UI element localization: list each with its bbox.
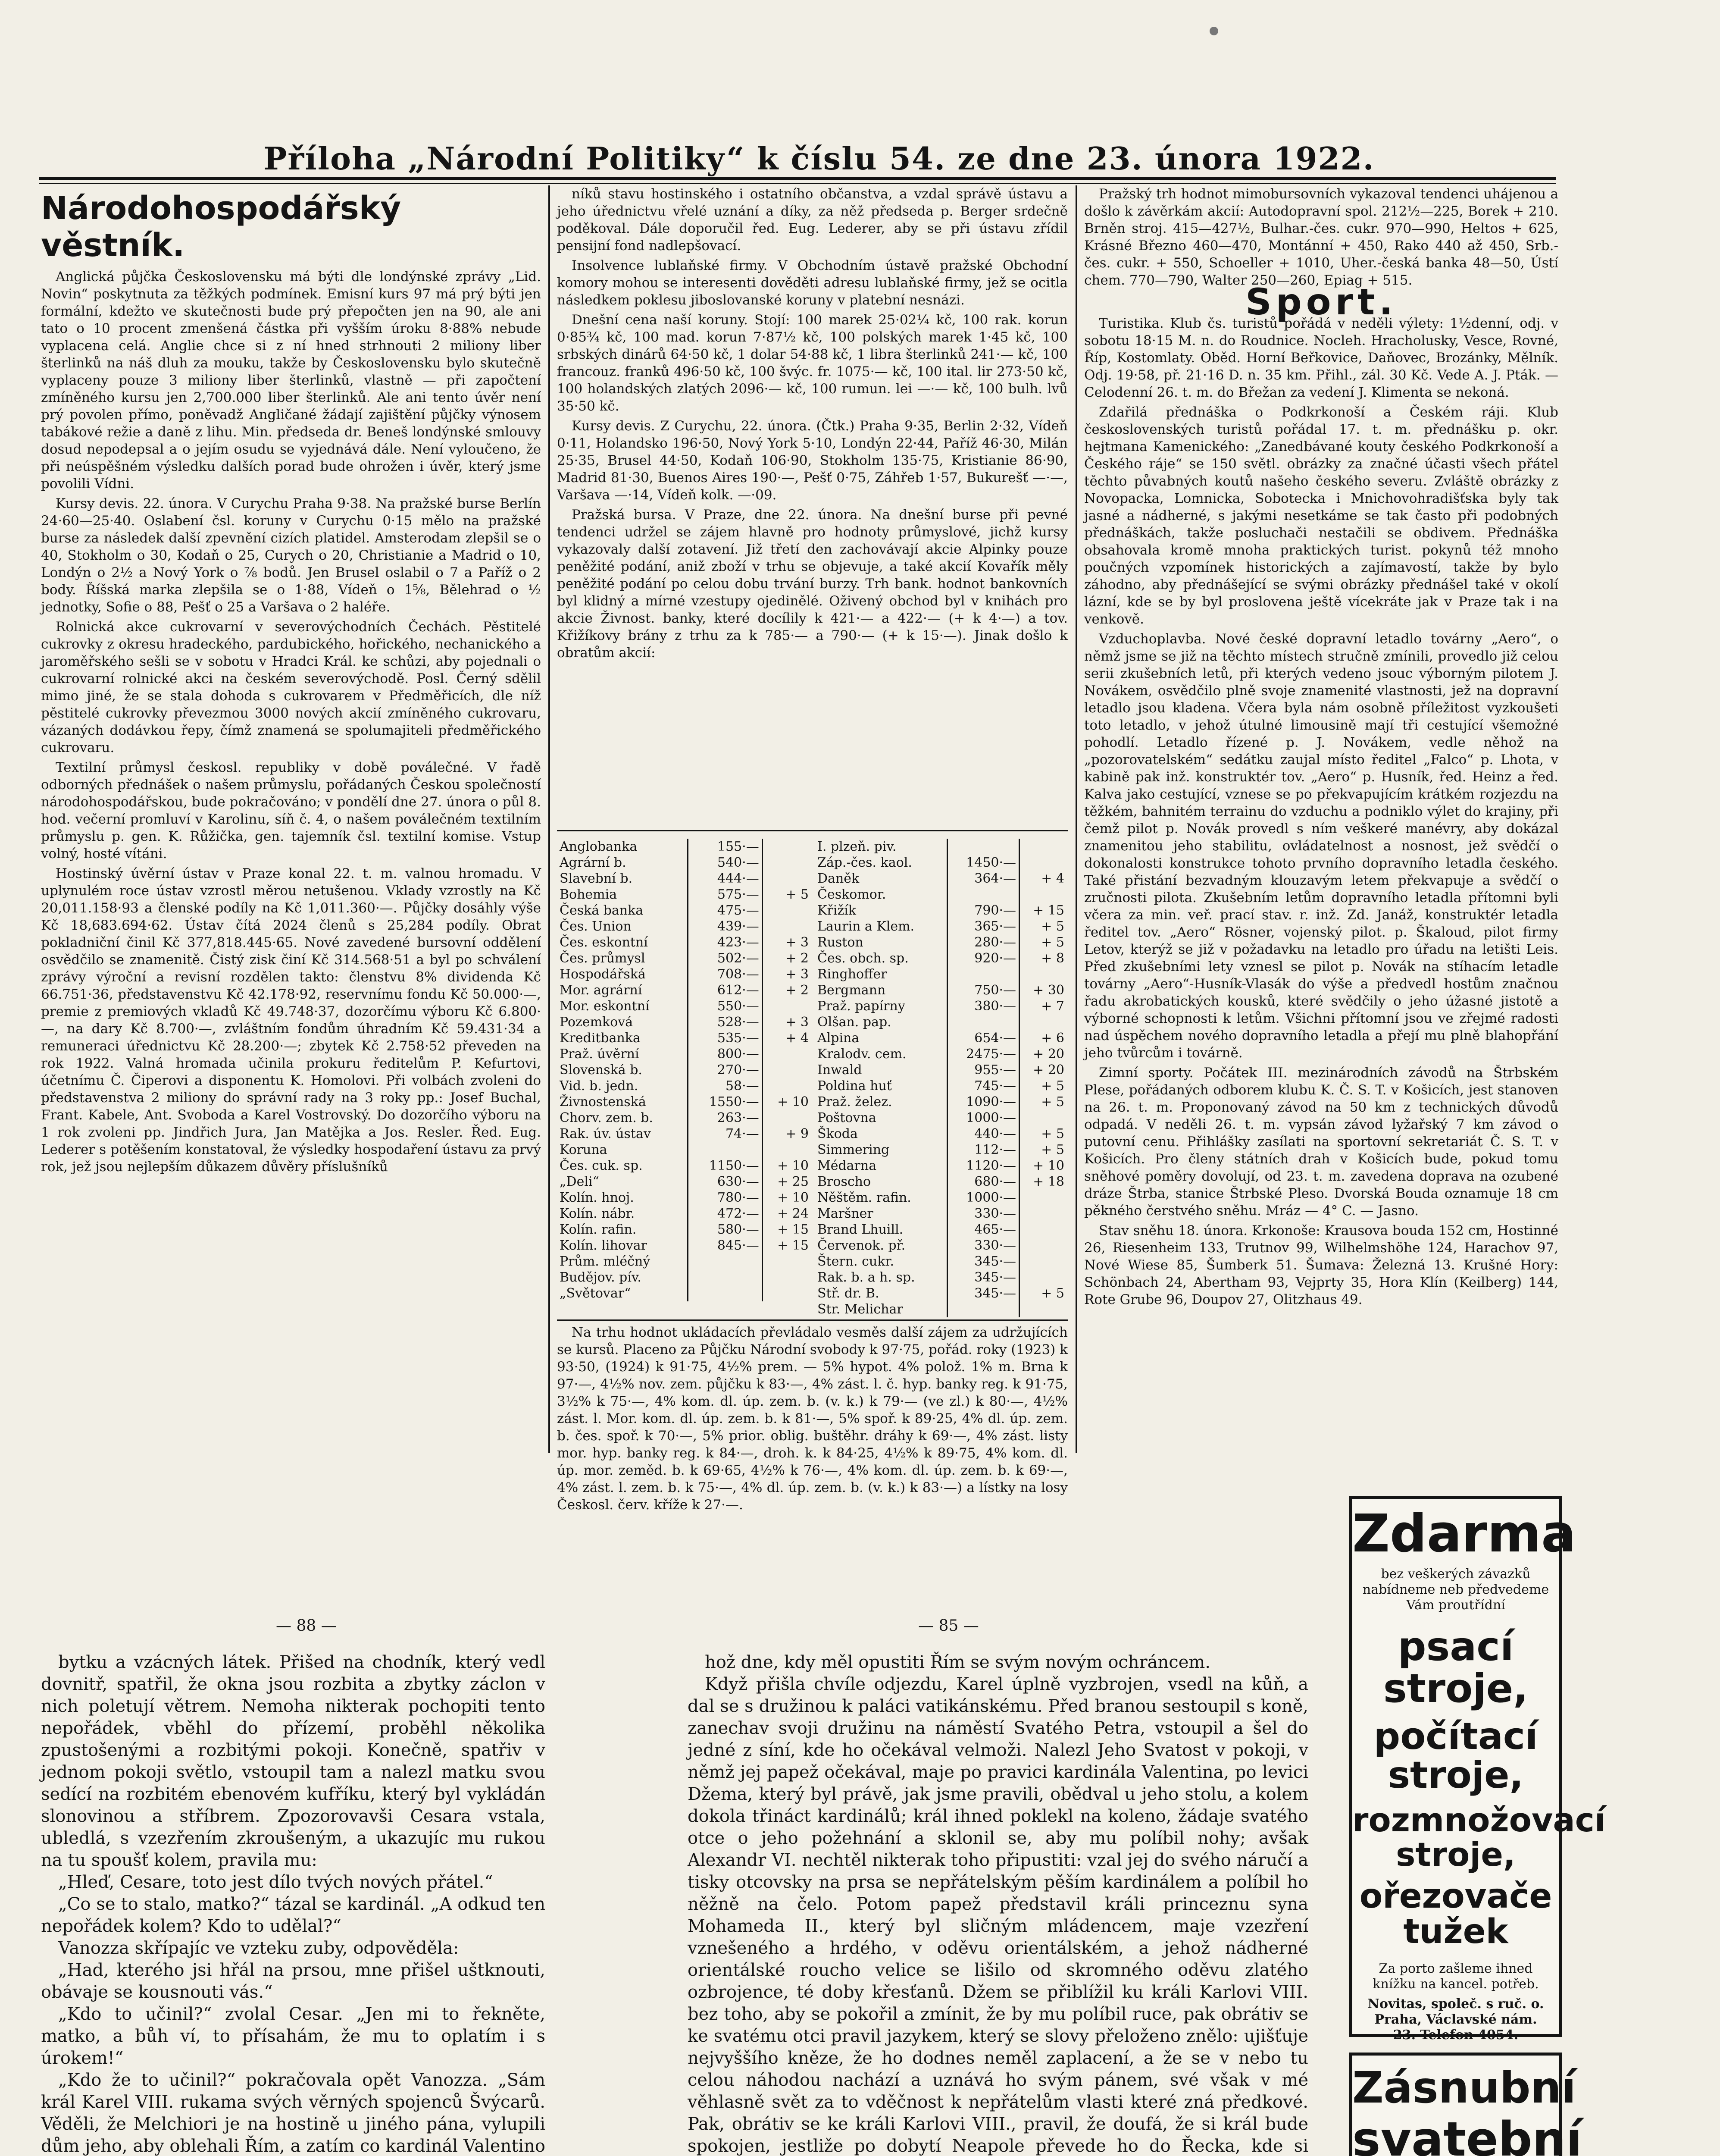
stock-name: Koruna <box>560 1142 607 1157</box>
column-divider <box>548 185 550 1453</box>
stock-table-left <box>557 839 811 1301</box>
table-row <box>557 1190 811 1206</box>
table-row <box>815 950 1067 966</box>
stock-change: + 9 <box>762 1126 811 1142</box>
stock-change: + 20 <box>1019 1062 1067 1078</box>
stock-name: Čes. Union <box>560 919 632 934</box>
ad-item: psací stroje, <box>1383 1623 1529 1711</box>
table-row <box>557 871 811 887</box>
stock-name: Kralodv. cem. <box>817 1047 907 1062</box>
stock-name: Chorv. zem. b. <box>560 1110 653 1125</box>
stock-price <box>947 887 1019 903</box>
stock-price: 155·— <box>688 839 762 855</box>
stock-name: Médarna <box>817 1158 877 1173</box>
table-row <box>815 1174 1067 1190</box>
stock-change: + 5 <box>1019 1285 1067 1301</box>
stock-name: „Světovar“ <box>560 1286 631 1301</box>
stock-change: + 5 <box>1019 934 1067 950</box>
stock-name: Daněk <box>817 871 860 886</box>
table-row <box>815 934 1067 950</box>
table-row <box>557 1222 811 1238</box>
table-row <box>557 934 811 950</box>
novel-paragraph: Když přišla chvíle odjezdu, Karel úplně vyzbrojen, vsedl na kůň, a dal se s družinou k paláci vatikánskému. Před branou sestoupil s koně, zanechav svoji družinu na náměstí Svatého Petra, vstoupil a šel do jedné z síní, kde ho očekával velmoži. Nalezl Jeho Svatost v pokoji, v němž jej papež očekával, maje po pravici kardinála Valentina, po levici Džema, který byl právě, jak jsme pravili, obědval u jeho stolu, a kolem dokola třináct kardinálů; král ihned poklekl na koleno, žádaje svatého otce o jeho požehnání a sklonil se, aby mu políbil nohy; avšak Alexandr VI. nechtěl nikterak toho připustiti: vzal jej do svého náručí a tisky otcovsky na prsa se nepřátelským pěším kardinálem a políbil ho něžně na čelo. Potom papež představil králi princeznu syna Mohameda II., který byl sličným mládencem, maje vzezření vznešeného a hrdého, v oděvu orientálském, a jehož nádherné orientálské roucho velice se lišilo od skromného oděvu zlatého ozbrojence, té doby křesťanů. Džem se přiblížil ku králi Karlovi VIII. bez toho, aby se pokořil a zmínit, že by mu políbil ruce, pak obrátiv se ke svatému otci pravil jazykem, který se slovy přeloženo znělo: ujišťuje nejvyššího kněze, že ho dodnes neměl zaplacení, a že se v nebo tu celou náhodou nachází a uznává ho svým pánem, své však v mé věhlasně svět za to vděčnost k nepřátelům vlasti které zná předkové. Pak, obrátiv se ke králi Karlovi VIII., pravil, že doufá, že si král bude spokojen, jestliže po dobytí Neapole převede ho do Řecka, kde si <box>688 1674 1308 2156</box>
stock-change: + 3 <box>762 934 811 950</box>
table-row <box>557 982 811 998</box>
table-row <box>815 1062 1067 1078</box>
table-row <box>557 1014 811 1030</box>
stock-change: + 5 <box>762 887 811 903</box>
table-rule-top <box>557 830 1068 831</box>
stock-name: Maršner <box>817 1206 873 1221</box>
stock-name: Škoda <box>817 1126 858 1141</box>
stock-price <box>688 1253 762 1269</box>
stock-name: Česká banka <box>560 903 644 918</box>
stock-name: I. plzeň. piv. <box>817 839 897 854</box>
article-paragraph: níků stavu hostinského i ostatního občanstva, a vzdal správě ústavu a jeho úřednictvu vřelé uznání a díky, za něž předseda p. Berger srdečně poděkoval. Dále doporučil řed. Eug. Lederer, aby se při ústavu zřídil pensijní fond nadlepšovací. <box>557 186 1068 254</box>
stock-price: 263·— <box>688 1110 762 1126</box>
stock-name: Křižík <box>817 903 856 918</box>
stock-price: 472·— <box>688 1206 762 1222</box>
stock-change: + 10 <box>1019 1158 1067 1174</box>
stock-price <box>947 966 1019 982</box>
stock-price: 2475·— <box>947 1046 1019 1062</box>
ad-item: počítací stroje, <box>1373 1715 1538 1797</box>
stock-price: 630·— <box>688 1174 762 1190</box>
stock-name: Kolín. lihovar <box>560 1238 647 1253</box>
stock-price: 535·— <box>688 1030 762 1046</box>
novel-paragraph: „Co se to stalo, matko?“ tázal se kardinál. „A odkud ten nepořádek kolem? Kdo to udělal?“ <box>41 1894 545 1936</box>
stock-price: 364·— <box>947 871 1019 887</box>
stock-change <box>762 1253 811 1269</box>
stock-change <box>762 871 811 887</box>
table-row <box>557 1174 811 1190</box>
article-paragraph: Pražský trh hodnot mimobursovních vykazoval tendenci uhájenou a došlo k závěrkám akcií: Autodopravní spol. 212½—225, Borek + 210. Brněn stroj. 415—427½, Bulhar.-čes. cukr. 970—990, Heltos + 625, Krásné Březno 460—470, Montánní + 450, Rako 440 až 450, Srb.-čes. cukr. + 550, Schoeller + 1010, Uher.-česká banka 48—50, Ústí chem. 770—790, Walter 250—260, Epiag + 515. <box>1084 186 1558 288</box>
stock-price: 1090·— <box>947 1094 1019 1110</box>
page-header: Příloha „Národní Politiky“ k číslu 54. ze dne 23. února 1922. <box>263 140 1375 177</box>
stock-change <box>762 998 811 1014</box>
stock-price: 540·— <box>688 855 762 871</box>
stock-price <box>688 1142 762 1158</box>
table-row <box>815 1301 1067 1317</box>
novel-paragraph: Vanozza skřípajíc ve vzteku zuby, odpověděla: <box>58 1938 459 1958</box>
stock-price: 680·— <box>947 1174 1019 1190</box>
stock-change: + 5 <box>1019 1142 1067 1158</box>
stock-change <box>762 1046 811 1062</box>
stock-name: Stř. dr. B. <box>817 1286 879 1301</box>
article-paragraph: Kursy devis. 22. února. V Curychu Praha 9·38. Na pražské burse Berlín 24·60—25·40. Oslabení čsl. koruny v Curychu 0·15 mělo na pražské burse za následek další zpevnění cizích platidel. Amsterodam zlepšil se o 40, Stokholm o 30, Kodaň o 25, Curych o 20, Christianie a Madrid o 10, Londýn o 2½ a Nový York o ⅞ bodů. Jen Brusel oslabil o 7 a Paříž o 2 body. Říšská marka zlepšila se o 1·88, Vídeň o 1⅝, Bělehrad o ½ jednotky, Sofie o 88, Pešť o 25 a Varšava o 2 haléře. <box>41 496 541 615</box>
stock-price: 465·— <box>947 1222 1019 1238</box>
table-row <box>557 903 811 918</box>
ad-title: svatební <box>1352 2112 1582 2156</box>
table-row <box>815 1238 1067 1253</box>
stock-name: Rak. b. a h. sp. <box>817 1270 915 1285</box>
table-row <box>557 966 811 982</box>
table-row <box>557 1269 811 1285</box>
right-column <box>1084 185 1558 1462</box>
header-rule <box>39 177 1556 180</box>
stock-price: 112·— <box>947 1142 1019 1158</box>
table-row <box>815 1126 1067 1142</box>
stock-change: + 10 <box>762 1190 811 1206</box>
page-number-right: — 85 — <box>918 1617 979 1635</box>
stock-change <box>762 1078 811 1094</box>
stock-name: Červenok. př. <box>817 1238 906 1253</box>
stock-change: + 25 <box>762 1174 811 1190</box>
table-row <box>815 871 1067 887</box>
stock-change <box>762 839 811 855</box>
stock-name: Mor. agrární <box>560 983 642 998</box>
stock-name: Str. Melichar <box>817 1302 903 1317</box>
table-row <box>815 1078 1067 1094</box>
stock-change: + 18 <box>1019 1174 1067 1190</box>
table-row <box>557 1030 811 1046</box>
article-paragraph: Hostinský úvěrní ústav v Praze konal 22. t. m. valnou hromadu. V uplynulém roce ústav vzrostl měrou netušenou. Vklady vzrostly na Kč 20,011.158·93 a členské podíly na Kč 1,011.360·—. Půjčky dosáhly výše Kč 18,683.694·62. Ústav čítá 2024 členů s 25,284 podíly. Obrat pokladniční činil Kč 377,818.445·65. Nové zavedené bursovní oddělení osvědčilo se znamenitě. Čistý zisk činí Kč 314.568·51 a byl po schválení zprávy výroční a revisní rozdělen takto: členstvu 8% dividenda Kč 66.751·36, představenstvu Kč 42.178·92, reservnímu fondu Kč 50.000·—, premie z premiových vkladů Kč 49.748·37, dozorčímu výboru Kč 6.800·—, na dary Kč 8.700·—, zvláštním fondům úhradním Kč 59.431·34 a remuneraci úřednictvu Kč 28.200·—; zbytek Kč 2.758·52 převeden na rok 1922. Valná hromada učinila prokuru ředitelům P. Kefurtovi, účetnímu Č. Čiperovi a disponentu K. Homolovi. Při volbách zvoleni do představenstva 2 miliony do správní rady na 3 roky pp.: Josef Buchal, Frant. Kabele, Ant. Svoboda a Karel Vostrovský. Do dozorčího výboru na 1 rok zvoleni pp. Jindřich Jura, Jan Matějka a Jos. Resler. Řed. Eug. Lederer s potěšením konstatoval, že výsledky hospodaření ústavu za prvý rok, jež jsou nejlepším důkazem důvěry příslušníků <box>41 866 541 1175</box>
stock-name: Simmering <box>817 1142 890 1157</box>
stock-name: Ringhoffer <box>817 967 887 982</box>
stock-change: + 3 <box>762 966 811 982</box>
stock-change: + 15 <box>1019 903 1067 918</box>
stock-name: Agrární b. <box>560 855 626 870</box>
stock-price: 920·— <box>947 950 1019 966</box>
stock-price: 74·— <box>688 1126 762 1142</box>
stock-change: + 2 <box>762 950 811 966</box>
table-row <box>557 1062 811 1078</box>
table-row <box>815 839 1067 855</box>
stock-price: 345·— <box>947 1285 1019 1301</box>
stock-price: 612·— <box>688 982 762 998</box>
stock-price: 345·— <box>947 1269 1019 1285</box>
stock-price: 280·— <box>947 934 1019 950</box>
stock-name: Budějov. pív. <box>560 1270 641 1285</box>
stock-name: Poštovna <box>817 1110 876 1125</box>
article-paragraph: Anglická půjčka Československu má býti dle londýnské zprávy „Lid. Novin“ poskytnuta za těžkých podmínek. Emisní kurs 97 má prý býti jen formální, kdežto ve skutečnosti bude prý přepočten jen na 90, ale ani tato o 10 procent zmenšená částka při vyšším úroku 8·88% nebude vyplacena celá. Anglie chce si z ní hned strhnouti 2 miliony liber šterlinků na náš dluh za mouku, takže by Československu bylo skutečně vyplaceny pouze 3 miliony liber šterlinků, vlastně — při započtení zmíněného kursu jen 2,700.000 liber šterlinků. Ale ani tento úvěr není prý povolen přímo, poněvadž Angličané žádají zajištění půjčky výnosem tabákové režie a daně z lihu. Min. předseda dr. Beneš londýnské smlouvy dosud nepodepsal a o jejím osudu se vyjednává dále. Není vyloučeno, že při neúspěšném výsledku dalších porad bude ohrožen i úvěr, který jsme povolili Vídni. <box>41 269 541 492</box>
stock-change <box>762 1110 811 1126</box>
stock-name: Laurin a Klem. <box>817 919 915 934</box>
stock-price <box>688 1285 762 1301</box>
table-row <box>815 918 1067 934</box>
stock-name: Kolín. hnoj. <box>560 1190 634 1205</box>
stock-price: 1150·— <box>688 1158 762 1174</box>
stock-price: 365·— <box>947 918 1019 934</box>
stock-change: + 4 <box>1019 871 1067 887</box>
stock-name: Čes. obch. sp. <box>817 951 909 966</box>
stock-price: 475·— <box>688 903 762 918</box>
table-row <box>815 1094 1067 1110</box>
novel-column-right <box>688 1651 1308 2156</box>
article-paragraph: Insolvence lublaňské firmy. V Obchodním ústavě pražské Obchodní komory mohou se interesenti dověděti adresu lublaňské firmy, jež se ocitla následkem poklesu jiboslovanské koruny v platební nesnázi. <box>557 258 1068 308</box>
stock-change <box>1019 855 1067 871</box>
stock-price: 750·— <box>947 982 1019 998</box>
stock-change <box>1019 1301 1067 1317</box>
stock-change: + 15 <box>762 1238 811 1253</box>
table-row <box>815 1269 1067 1285</box>
table-row <box>815 966 1067 982</box>
section-title: Národohospodářský věstník. <box>41 190 401 264</box>
table-row <box>815 1046 1067 1062</box>
stock-change: + 10 <box>762 1158 811 1174</box>
novel-paragraph: „Hleď, Cesare, toto jest dílo tvých nových přátel.“ <box>58 1872 493 1892</box>
stock-change: + 10 <box>762 1094 811 1110</box>
stock-price: 745·— <box>947 1078 1019 1094</box>
stock-change <box>762 918 811 934</box>
stock-change: + 8 <box>1019 950 1067 966</box>
stock-price: 330·— <box>947 1238 1019 1253</box>
table-row <box>557 887 811 903</box>
stock-name: Broscho <box>817 1174 871 1189</box>
ad-zasnubni <box>1349 2053 1582 2156</box>
stock-price: 1450·— <box>947 855 1019 871</box>
stock-change: + 5 <box>1019 1094 1067 1110</box>
ad-title: Zdarma <box>1352 1504 1576 1564</box>
stock-change <box>762 903 811 918</box>
header-rule-thin <box>39 183 1556 184</box>
stock-name: Praž. papírny <box>817 999 905 1014</box>
stock-name: Bergmann <box>817 983 886 998</box>
stock-name: Prům. mléčný <box>560 1254 650 1269</box>
stock-change <box>1019 839 1067 855</box>
stock-change <box>1019 1269 1067 1285</box>
stock-name: Brand Lhuill. <box>817 1222 904 1237</box>
stock-name: Čes. průmysl <box>560 951 645 966</box>
stock-name: Mor. eskontní <box>560 999 650 1014</box>
table-row <box>815 887 1067 903</box>
stock-price: 528·— <box>688 1014 762 1030</box>
stock-change: + 5 <box>1019 1078 1067 1094</box>
stock-change <box>1019 1206 1067 1222</box>
stock-name: Poldina huť <box>817 1078 892 1094</box>
stock-price <box>947 1014 1019 1030</box>
stock-change <box>762 855 811 871</box>
stock-price: 575·— <box>688 887 762 903</box>
stock-change <box>762 1062 811 1078</box>
stock-price: 345·— <box>947 1253 1019 1269</box>
stock-name: Čes. cuk. sp. <box>560 1158 643 1173</box>
stock-name: Kreditbanka <box>560 1031 641 1046</box>
table-row <box>815 1285 1067 1301</box>
stock-price: 439·— <box>688 918 762 934</box>
table-row <box>815 998 1067 1014</box>
article-paragraph: Turistika. Klub čs. turistů pořádá v neděli výlety: 1½denní, odj. v sobotu 18·15 M. n. do Roudnice. Nocleh. Hracholusky, Vesce, Rovné, Říp, Kostomlaty. Oběd. Horní Beřkovice, Daňovec, Brozánky, Mělník. Odj. 19·58, př. 21·16 D. n. 35 km. Přihl., zál. 30 Kč. Vede A. J. Pták. — Celodenní 26. t. m. do Břežan za vedení J. Klimenta se nekoná. <box>1084 316 1558 400</box>
stock-name: Inwald <box>817 1062 862 1078</box>
stock-name: Anglobanka <box>560 839 638 854</box>
stock-price: 955·— <box>947 1062 1019 1078</box>
stock-name: Pozemková <box>560 1015 633 1030</box>
page-number-left: — 88 — <box>276 1617 337 1635</box>
stock-name: Záp.-čes. kaol. <box>817 855 912 870</box>
article-paragraph: Zimní sporty. Počátek III. mezinárodních závodů na Štrbském Plese, pořádaných odborem klubu K. Č. S. T. v Košicích, jest stanoven na 26. t. m. Proponovaný závod na 50 km z technických důvodů odpadá. V neděli 26. t. m. vypsán závod lyžařský 7 km závod o putovní cenu. Přihlášky zasílati na sportovní sekretariát Č. S. T. v Košicích. Pro členy státních drah v Košicích bude, pokud tomu sněhové poměry dovolují, od 23. t. m. zavedena doprava na ozubené dráze Štrba, stanice Štrbské Pleso. Dvorská Bouda oznamuje 18 cm pěkného čerstvého sněhu. Mráz — 4° C. — Jasno. <box>1084 1065 1558 1219</box>
stock-price: 1000·— <box>947 1190 1019 1206</box>
table-row <box>815 903 1067 918</box>
table-row <box>557 950 811 966</box>
stock-price: 440·— <box>947 1126 1019 1142</box>
margin-mark <box>1210 27 1218 35</box>
stock-change <box>1019 1222 1067 1238</box>
novel-paragraph: hož dne, kdy měl opustiti Řím se svým novým ochráncem. <box>705 1652 1211 1672</box>
stock-price: 550·— <box>688 998 762 1014</box>
article-paragraph: Dnešní cena naší koruny. Stojí: 100 marek 25·02¼ kč, 100 rak. korun 0·85¾ kč, 100 mad. korun 7·87½ kč, 100 polských marek 1·45 kč, 100 srbských dinárů 64·50 kč, 1 dolar 54·88 kč, 1 libra šterlinků 241·— kč, 100 francouz. franků 496·50 kč, 100 švýc. fr. 1075·— kč, 100 ital. lir 273·50 kč, 100 holandských zlatých 2096·— kč, 100 rumun. lei —·— kč, 100 bulh. lvů 35·50 kč. <box>557 312 1068 414</box>
stock-change: + 7 <box>1019 998 1067 1014</box>
column-divider <box>1076 185 1077 1453</box>
stock-name: Praž. úvěrní <box>560 1047 639 1062</box>
stock-name: Alpina <box>817 1031 860 1046</box>
table-row <box>557 1094 811 1110</box>
stock-change <box>1019 1014 1067 1030</box>
table-row <box>557 1110 811 1126</box>
article-paragraph: Textilní průmysl českosl. republiky v době poválečné. V řadě odborných přednášek o našem průmyslu, pořádaných Českou společností národohospodářskou, bude pokračováno; v pondělí dne 27. února o půl 8. hod. večerní promluví v Karolinu, síň č. 4, o našem poválečném textilním průmyslu p. gen. K. Růžička, gen. tajemník čsl. textilní komise. Vstup volný, hosté vítáni. <box>41 760 541 862</box>
stock-name: Praž. želez. <box>817 1094 892 1109</box>
novel-paragraph: „Kdo to učinil?“ zvolal Cesar. „Jen mi to řekněte, matko, a bůh ví, to přísahám, že mu to oplatím i s úrokem!“ <box>41 2004 545 2068</box>
stock-change <box>762 1142 811 1158</box>
stock-price: 423·— <box>688 934 762 950</box>
table-row <box>557 1285 811 1301</box>
stock-price <box>947 839 1019 855</box>
novel-paragraph: bytku a vzácných látek. Přišed na chodník, který vedl dovnitř, spatřil, že okna jsou rozbita a zbytky záclon v nich poletují větrem. Nemoha nikterak pochopiti tento nepořádek, vběhl do přízemí, proběhl několika zpustošenými a rozbitými pokoji. Konečně, spatřiv v jednom pokoji světlo, vstoupil tam a nalezl matku svou sedící na rozbitém ebenovém kufříku, který byl vykládán slonovinou a stříbrem. Zpozorovavši Cesara vstala, ubledlá, s vzezřením zkroušeným, a ukazujíc mu rukou na tu spoušť kolem, pravila mu: <box>41 1652 545 1870</box>
table-row <box>557 1142 811 1158</box>
stock-table-right <box>815 839 1067 1317</box>
stock-name: Vid. b. jedn. <box>560 1078 638 1094</box>
table-row <box>815 855 1067 871</box>
novel-column-left <box>41 1651 545 2156</box>
stock-price: 380·— <box>947 998 1019 1014</box>
stock-name: Čes. eskontní <box>560 935 648 950</box>
table-row <box>557 839 811 855</box>
article-paragraph: Rolnická akce cukrovarní v severovýchodních Čechách. Pěstitelé cukrovky z okresu hradeckého, pardubického, hořického, nechanického a jaroměřského sešli se v sobotu v Hradci Král. ke schůzi, aby pojednali o cukrovarní rolnické akci na českém severovýchodě. Posl. Černý sdělil mimo jiné, že se stala dohoda s cukrovarem v Předměřicích, dle níž pěstitelé cukrovky převezmou 3000 nových akcií zmíněného cukrovaru, vázaných dodávkou řepy, čímž znamená se spolumajiteli předměřického cukrovaru. <box>41 619 541 755</box>
table-row <box>815 1142 1067 1158</box>
stock-change <box>1019 1253 1067 1269</box>
stock-name: Kolín. nábr. <box>560 1206 635 1221</box>
stock-name: Hospodářská <box>560 967 646 982</box>
ad-title: Zásnubní <box>1352 2062 1576 2113</box>
stock-change <box>1019 966 1067 982</box>
stock-name: Bohemia <box>560 887 617 902</box>
table-row <box>815 1190 1067 1206</box>
table-row <box>815 1110 1067 1126</box>
ad-company: Novitas, společ. s ruč. o. Praha, Václavské nám. 23. Telefon 4054. <box>1367 1996 1544 2043</box>
table-row <box>557 1253 811 1269</box>
ad-zdarma <box>1349 1496 1606 2043</box>
ad-note: Za porto zašleme ihned knížku na kancel. potřeb. <box>1373 1961 1539 1992</box>
table-rule-bottom <box>557 1319 1068 1321</box>
stock-price: 1120·— <box>947 1158 1019 1174</box>
stock-change <box>1019 1110 1067 1126</box>
novel-paragraph: „Kdo že to učinil?“ pokračovala opět Vanozza. „Sám král Karel VIII. rukama svých věrných spojenců Švýcarů. Věděli, že Melchiori je na hostině u jiného pána, vylupili dům jeho, aby oblehali Řím, a zatím co kardinál Valentino <box>41 2070 545 2156</box>
ad-item: ořezovače tužek <box>1359 1877 1552 1952</box>
stock-name: Rak. úv. ústav <box>560 1126 651 1141</box>
stock-change: + 2 <box>762 982 811 998</box>
table-row <box>557 1046 811 1062</box>
stock-price: 58·— <box>688 1078 762 1094</box>
stock-name: „Deli“ <box>560 1174 599 1189</box>
table-row <box>557 1126 811 1142</box>
stock-change <box>762 1269 811 1285</box>
stock-price: 330·— <box>947 1206 1019 1222</box>
stock-price <box>947 1301 1019 1317</box>
article-paragraph: Vzduchoplavba. Nové české dopravní letadlo továrny „Aero“, o němž jsme se již na těchto místech stručně zmínili, provedlo již celou serii zkušebních letů, při kterých vedeno jsouc výborným pilotem J. Novákem, osvědčilo plně svoje znamenité vlastnosti, jež na dopravní letadlo jsou kladena. Včera byla nám osobně příležitost vyzkoušeti toto letadlo, v jehož útulné limousině mají tři cestující všemožné pohodlí. Letadlo řízené p. J. Novákem, vedle něhož na „pozorovatelském“ sedátku zaujal místo ředitel „Falco“ p. Lhota, v kabině pak inž. konstruktér tov. „Aero“ p. Husník, řed. Heinz a řed. Kalva jako cestující, vznese se po překvapujícím krátkém rozjezdu na těžkém, bahnitém terrainu do vzduchu a podniklo výlet do krajiny, při čemž pilot p. Novák provedl s ním veškeré manévry, aby dokázal znamenitou jeho stabilitu, ovládatelnost a nosnost, jež svědčí o dokonalosti konstrukce tohoto prvního dopravního letadla českého. Také přistání bezvadným klouzavým letem překvapuje a svědčí o zručnosti pilota. Zkušebním letům dopravního letadla přítomni byli včera za min. veř. prací stav. r. inž. Zd. Janáž, konstruktér letadla ředitel tov. „Aero“ Rösner, vojenský pilot. p. Škaloud, pilot firmy Letov, kterýž se již v požadavku na letadlo pro úřadu na letišti Leis. Před zkušebními lety vznesl se pilot p. Novák na stíhacím letadle továrny „Aero“-Husník-Vlasák do výše a předvedl hostům značnou řadu akrobatických kousků, které svědčily o jeho úžasné jistotě a výborné schopnosti k letům. Všichni přítomní jsou ve zřejmé radosti nad úspěchem nového dopravního letadla a přejí mu plně blahopřání jeho tvůrcům i továrně. <box>1084 631 1558 1061</box>
table-row <box>557 1158 811 1174</box>
left-column <box>41 190 541 1449</box>
stock-price: 654·— <box>947 1030 1019 1046</box>
ad-intro: bez veškerých závazků nabídneme neb předvedeme Vám proutřídní <box>1362 1567 1549 1613</box>
table-row <box>557 855 811 871</box>
middle-column-bottom <box>557 1324 1068 1513</box>
stock-name: Českomor. <box>817 887 886 902</box>
stock-name: Slovenská b. <box>560 1062 642 1078</box>
stock-change: + 24 <box>762 1206 811 1222</box>
stock-name: Kolín. rafin. <box>560 1222 637 1237</box>
stock-price: 580·— <box>688 1222 762 1238</box>
table-row <box>557 1238 811 1253</box>
stock-change: + 20 <box>1019 1046 1067 1062</box>
table-row <box>815 1253 1067 1269</box>
stock-name: Něštěm. rafin. <box>817 1190 911 1205</box>
stock-price: 1000·— <box>947 1110 1019 1126</box>
article-paragraph: Pražská bursa. V Praze, dne 22. února. Na dnešní burse při pevné tendenci udržel se zájem hlavně pro hodnoty průmyslové, jichž kursy vykazovaly další zotavení. Již třetí den zachovávají akcie Alpinky pouze peněžité podání, aniž zboží v trhu se objevuje, a také akcií Kovařík měly peněžité podání po celou dobu trvání burzy. Trh bank. hodnot bankovních byl klidný a mírné vzestupy ojedinělé. Oživený obchod byl v knihách pro akcie Živnost. banky, které docílily k 421·— a 422·— (+ k 4·—) a tov. Křižíkovy brány z trhu za k 785·— a 790·— (+ k 15·—). Jinak došlo k obratům akcií: <box>557 507 1068 661</box>
stock-price: 800·— <box>688 1046 762 1062</box>
table-row <box>557 1078 811 1094</box>
stock-price: 780·— <box>688 1190 762 1206</box>
novel-paragraph: „Had, kterého jsi hřál na prsou, mne přišel uštknouti, obávaje se kousnouti vás.“ <box>41 1960 545 2002</box>
stock-change: + 3 <box>762 1014 811 1030</box>
stock-change <box>1019 1190 1067 1206</box>
table-row <box>557 918 811 934</box>
middle-column-top <box>557 185 1068 824</box>
stock-price: 845·— <box>688 1238 762 1253</box>
stock-change <box>762 1285 811 1301</box>
stock-change <box>1019 1238 1067 1253</box>
table-row <box>815 1030 1067 1046</box>
table-row <box>815 1014 1067 1030</box>
table-row <box>557 1206 811 1222</box>
stock-price: 1550·— <box>688 1094 762 1110</box>
stock-price: 270·— <box>688 1062 762 1078</box>
table-row <box>557 998 811 1014</box>
stock-name: Olšan. pap. <box>817 1015 891 1030</box>
table-row <box>815 1206 1067 1222</box>
stock-name: Živnostenská <box>560 1094 646 1109</box>
sport-heading: Sport. <box>1245 281 1397 323</box>
table-row <box>815 1222 1067 1238</box>
stock-price: 502·— <box>688 950 762 966</box>
stock-change: + 5 <box>1019 1126 1067 1142</box>
stock-change: + 5 <box>1019 918 1067 934</box>
ad-item: rozmnožovací stroje, <box>1352 1800 1606 1874</box>
table-row <box>815 982 1067 998</box>
stock-name: Štern. cukr. <box>817 1254 894 1269</box>
stock-change: + 15 <box>762 1222 811 1238</box>
stock-price: 444·— <box>688 871 762 887</box>
article-paragraph: Kursy devis. Z Curychu, 22. února. (Čtk.) Praha 9·35, Berlin 2·32, Vídeň 0·11, Holandsko 196·50, Nový York 5·10, Londýn 22·44, Paříž 46·30, Milán 25·35, Brusel 44·50, Kodaň 106·90, Stokholm 135·75, Kristianie 86·90, Madrid 81·30, Buenos Aires 190·—, Pešť 0·75, Záhřeb 1·57, Bukurešť —·—, Varšava —·14, Vídeň kolk. —·09. <box>557 418 1068 503</box>
stock-change: + 4 <box>762 1030 811 1046</box>
article-paragraph: Na trhu hodnot ukládacích převládalo vesměs další zájem za udržujících se kursů. Placeno za Půjčku Národní svobody k 97·75, pořád. roky (1923) k 93·50, (1924) k 91·75, 4½% prem. — 5% hypot. 4% polož. 1% m. Brna k 97·—, 4½% nov. zem. půjčku k 83·—, 4% zást. l. č. hyp. banky reg. k 91·75, 3½% k 75·—, 4% kom. dl. úp. zem. b. (v. k.) k 79·— (ve zl.) k 80·—, 4½% zást. l. Mor. kom. dl. úp. zem. b. k 81·—, 5% spoř. k 89·25, 4% dl. úp. zem. b. čes. spoř. k 70·—, 5% prior. oblig. buštěhr. dráhy k 69·—, 4% zást. listy mor. hyp. banky reg. k 84·—, droh. k. k 84·25, 4½% k 89·75, 4% kom. dl. úp. mor. zeměd. b. k 69·65, 4½% k 76·—, 4% kom. dl. úp. zem. b. k 69·—, 4% zást. l. zem. b. k 75·—, 4% dl. úp. zem. b. (v. k.) k 83·—) a lístky na losy Českosl. červ. kříže k 27·—. <box>557 1325 1068 1513</box>
stock-price <box>688 1269 762 1285</box>
stock-change: + 6 <box>1019 1030 1067 1046</box>
stock-price: 708·— <box>688 966 762 982</box>
stock-change: + 30 <box>1019 982 1067 998</box>
stock-change <box>1019 887 1067 903</box>
article-paragraph: Stav sněhu 18. února. Krkonoše: Krausova bouda 152 cm, Hostinné 26, Riesenheim 133, Trutnov 99, Wilhelmshöhe 124, Harachov 97, Nové Wiese 85, Šumberk 51. Šumava: Železná 13. Krušné Hory: Schönbach 24, Abertham 93, Vejprty 35, Hora Klín (Keilberg) 144, Rote Grube 96, Doupov 27, Olitzhaus 49. <box>1084 1223 1558 1307</box>
stock-price: 790·— <box>947 903 1019 918</box>
stock-name: Ruston <box>817 935 863 950</box>
stock-name: Slavební b. <box>560 871 633 886</box>
article-paragraph: Zdařilá přednáška o Podkrkonoší a Českém ráji. Klub československých turistů pořádal 17. t. m. přednášku p. okr. hejtmana Kamenického: „Zanedbávané kouty českého Podkrkonoší a Českého ráje“ se 150 světl. obrázky za značné účasti všech přátel těchto půvabných koutů našeho českého severu. Zvláště obrázky z Novopacka, Lomnicka, Sobotecka i Mnichovohradišťska byly tak jasné a nádherné, s jakými nesetkáme se tak často při podobných přednáškách, takže posluchači nestačili se obdivem. Přednáška obsahovala kromě mnoha praktických turist. pokynů též mnoho poučných vzpomínek historických a zajímavostí, takže by bylo záhodno, aby přednášející se svými obrázky přednášel také v okolí lázní, kde se by byl proslovena ještě vícekráte jak v Praze tak i na venkově. <box>1084 404 1558 627</box>
table-row <box>815 1158 1067 1174</box>
